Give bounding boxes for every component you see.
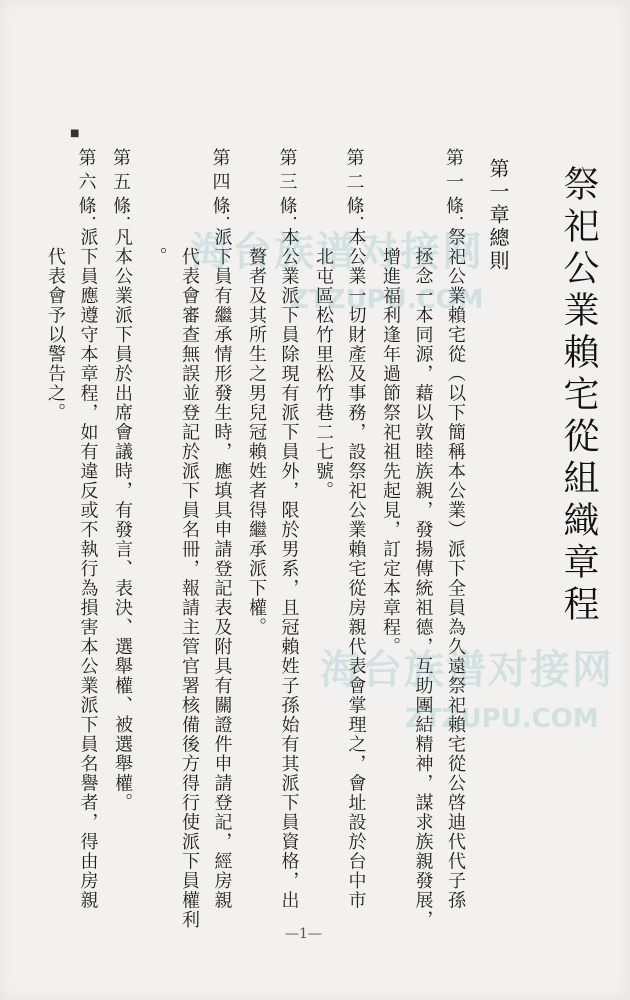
- article-label: 第五條: [110, 148, 131, 220]
- watermark-top-url: ZTZUPU.COM: [290, 285, 484, 315]
- article-label: 第一條: [443, 148, 464, 220]
- article-line: ：祭祀公業賴宅從（以下簡稱本公業）派下全員為久遠祭祀賴宅從公啓迪代代子孫: [445, 208, 466, 910]
- article-line: ：派下員有繼承情形發生時，應填具申請登記表及附具有關證件申請登記，經房親: [211, 208, 233, 910]
- page-number: —1—: [285, 926, 322, 942]
- article-line: 。: [146, 208, 168, 267]
- watermark-top-text: 海台族谱对接网: [190, 229, 484, 275]
- watermark-bottom-url: ZTZUPU.COM: [405, 704, 599, 734]
- article-line: 北屯區松竹里松竹巷二七號。: [313, 208, 334, 501]
- article-line: 代表會予以警告之。: [45, 208, 66, 423]
- article-label: 第六條: [75, 148, 97, 220]
- article-line: 贅者及其所生之男兒冠賴姓者得繼承派下權。: [246, 208, 267, 637]
- bleed-mark: ■: [70, 128, 80, 139]
- article-line: ：派下員應遵守本章程，如有違反或不執行為損害本公業派下員名譽者，得由房親: [77, 208, 99, 910]
- chapter-heading: 第一章總則: [486, 158, 510, 273]
- article-label: 第三條: [276, 148, 298, 220]
- article-line: 增進福利逢年過節祭祀祖先起見，訂定本章程。: [380, 208, 401, 657]
- article-label: 第二條: [343, 148, 365, 220]
- article-line: ：凡本公業派下員於出席會議時，有發言、表決、選舉權、被選舉權。: [112, 208, 133, 813]
- article-line: 代表會審查無誤並登記於派下員名冊，報請主管官署核備後方得行使派下員權利: [179, 208, 200, 930]
- article-label: 第四條: [209, 148, 231, 220]
- watermark-bottom-text: 海台族谱对接网: [320, 647, 614, 693]
- article-line: 拯念一本同源，藉以敦睦族親，發揚傳統祖德，互助團結精神，謀求族親發展，: [412, 208, 434, 930]
- article-line: ：本公業一切財產及事務，設祭祀公業賴宅從房親代表會掌理之，會址設於台中市: [345, 208, 367, 910]
- document-title: 祭祀公業賴宅從組織章程: [558, 165, 599, 627]
- article-line: ：本公業派下員除現有派下員外，限於男系，且冠賴姓子孫始有其派下員資格，出: [278, 208, 300, 910]
